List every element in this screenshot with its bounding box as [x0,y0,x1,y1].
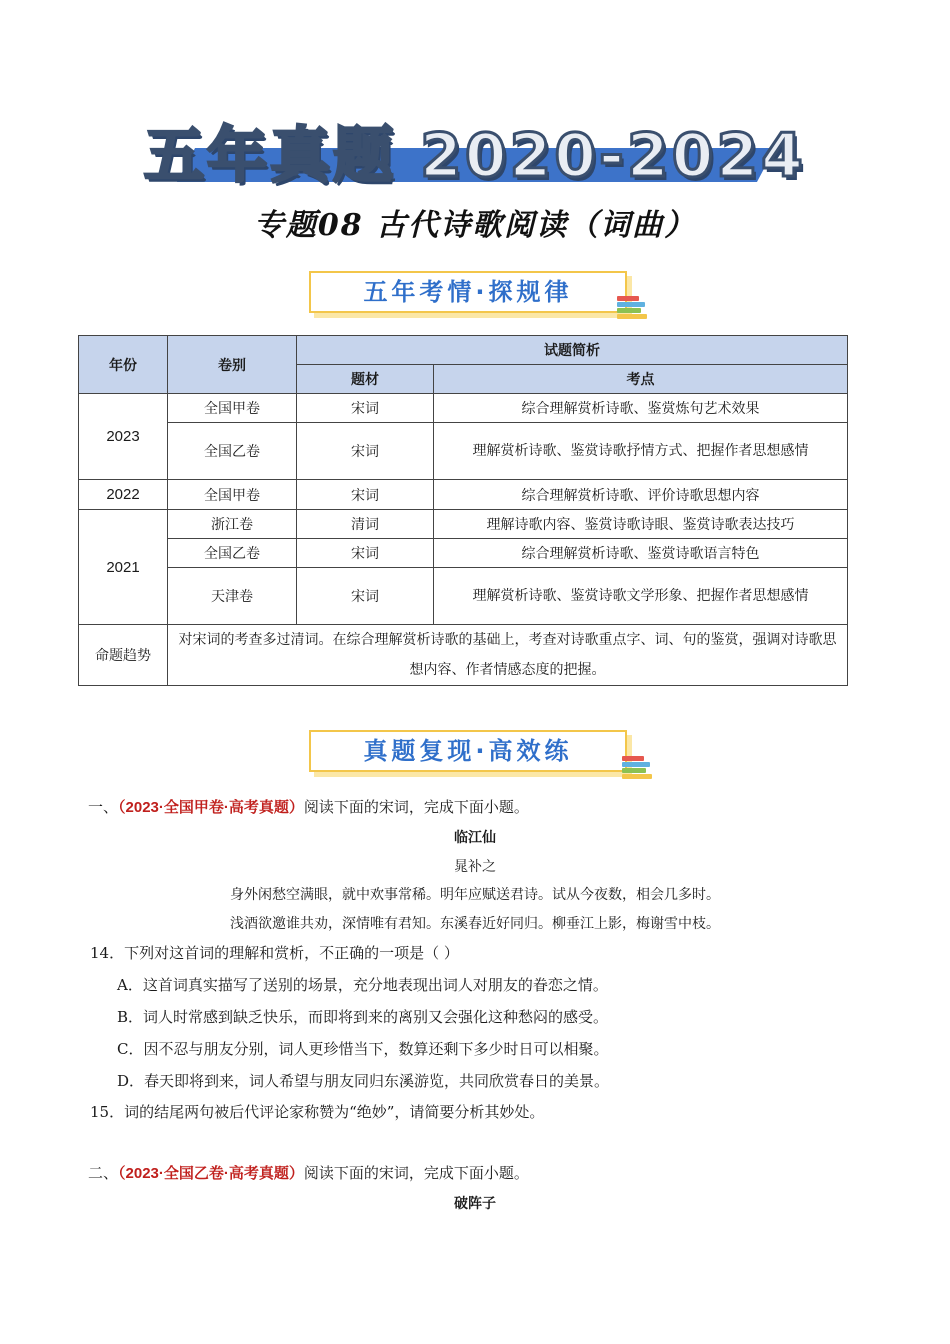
year-cell: 2023 [79,394,168,480]
paper-cell: 全国甲卷 [168,480,297,510]
header-year: 年份 [79,336,168,394]
trend-text: 对宋词的考查多过清词。在综合理解赏析诗歌的基础上，考查对诗歌重点字、词、句的鉴赏，强调对诗歌思想内容、作者情感态度的把握。 [168,625,848,686]
group-prefix: 一、 [88,798,119,816]
point-cell: 综合理解赏析诗歌、评价诗歌思想内容 [434,480,848,510]
section-badge-practice: 真题复现·高效练 [309,730,627,772]
table-row [79,394,848,423]
banner-title: 五年真题 2020-2024 [144,121,806,191]
poem-title: 临江仙 [454,830,496,846]
paper-cell: 全国乙卷 [168,539,297,568]
subject-cell: 宋词 [297,394,434,423]
subject-cell: 宋词 [297,568,434,625]
header-subject: 题材 [297,365,434,394]
table-row [79,510,848,539]
subject-cell: 宋词 [297,480,434,510]
point-cell: 理解诗歌内容、鉴赏诗歌诗眼、鉴赏诗歌表达技巧 [434,510,848,539]
poem-line-1: 身外闲愁空满眼，就中欢事常稀。明年应赋送君诗。试从今夜数，相会几多时。 [230,887,720,903]
instruction-text: 阅读下面的宋词，完成下面小题。 [303,1164,529,1182]
question-group-2-header [88,1162,529,1183]
poem-title-2: 破阵子 [454,1196,496,1212]
instruction-text: 阅读下面的宋词，完成下面小题。 [303,798,529,816]
question-15: 15．词的结尾两句被后代评论家称赞为“绝妙”，请简要分析其妙处。 [90,1103,545,1121]
option-c: C．因不忍与朋友分别，词人更珍惜当下，数算还剩下多少时日可以相聚。 [117,1040,609,1058]
paper-cell: 浙江卷 [168,510,297,539]
header-brief: 试题简析 [297,336,848,365]
table-row [79,539,848,568]
source-tag: （2023·全国甲卷·高考真题） [118,799,304,816]
trend-label: 命题趋势 [79,625,168,686]
subject-cell: 宋词 [297,423,434,480]
source-tag: （2023·全国乙卷·高考真题） [118,1165,304,1182]
option-a: A．这首词真实描写了送别的场景，充分地表现出词人对朋友的眷恋之情。 [117,976,608,994]
question-group-1-header [88,796,529,817]
table-row [79,480,848,510]
point-cell: 理解赏析诗歌、鉴赏诗歌文学形象、把握作者思想感情 [434,568,848,625]
option-d: D．春天即将到来，词人希望与朋友同归东溪游览，共同欣赏春日的美景。 [117,1072,610,1090]
table-row [79,423,848,480]
header-paper: 卷别 [168,336,297,394]
paper-cell: 全国甲卷 [168,394,297,423]
table-row [79,568,848,625]
group-prefix: 二、 [88,1164,119,1182]
books-icon [617,296,647,320]
poem-line-2: 浅酒欲邀谁共劝，深情唯有君知。东溪春近好同归。柳垂江上影，梅谢雪中枝。 [230,916,720,932]
poem-author: 晁补之 [454,859,496,875]
year-cell: 2022 [79,480,168,510]
point-cell: 理解赏析诗歌、鉴赏诗歌抒情方式、把握作者思想感情 [434,423,848,480]
point-cell: 综合理解赏析诗歌、鉴赏诗歌语言特色 [434,539,848,568]
section-badge-trend: 五年考情·探规律 [309,271,627,313]
exam-summary-table [78,335,848,686]
books-icon [622,756,652,780]
year-cell: 2021 [79,510,168,625]
subject-cell: 宋词 [297,539,434,568]
paper-cell: 天津卷 [168,568,297,625]
table-row-trend [79,625,848,686]
option-b: B．词人时常感到缺乏快乐，而即将到来的离别又会强化这种愁闷的感受。 [117,1008,609,1026]
page-title: 专题08 古代诗歌阅读（词曲） [253,208,697,243]
question-14: 14．下列对这首词的理解和赏析，不正确的一项是（ ） [90,944,459,962]
point-cell: 综合理解赏析诗歌、鉴赏炼句艺术效果 [434,394,848,423]
subject-cell: 清词 [297,510,434,539]
header-point: 考点 [434,365,848,394]
paper-cell: 全国乙卷 [168,423,297,480]
